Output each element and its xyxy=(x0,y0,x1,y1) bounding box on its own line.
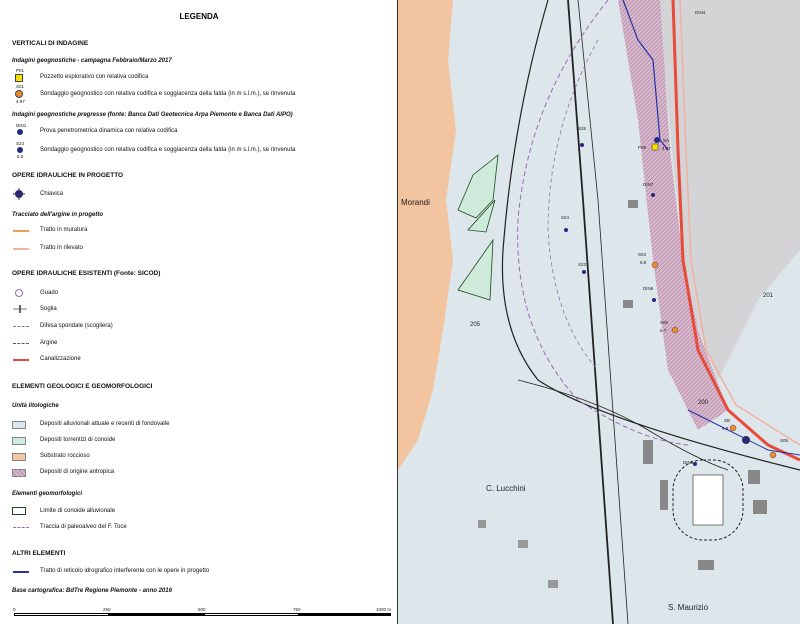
substrato-label: Substrato roccioso xyxy=(40,453,90,459)
point-din5 xyxy=(693,462,697,466)
section-indagini-pregresse: Indagini geognostiche pregresse (fonte: Banca Dati Geotecnica Arpa Piemonte e Banca Dati AIPO) xyxy=(12,112,293,118)
building xyxy=(753,500,767,514)
scale-seg-4 xyxy=(299,613,391,616)
reticolo-label: Tratto di reticolo idrografico interferente con le opere in progetto xyxy=(40,568,210,574)
point-s05 xyxy=(672,327,678,333)
label-morandi: Morandi xyxy=(401,198,430,207)
point-s23 xyxy=(582,270,586,274)
paleoalveo-symbol xyxy=(13,527,29,528)
label-lucchini: C. Lucchini xyxy=(486,484,526,493)
building xyxy=(748,470,760,484)
canalizzazione-label: Canalizzazione xyxy=(40,356,81,362)
difesa-label: Difesa spondale (scogliera) xyxy=(40,323,113,329)
legend-panel xyxy=(0,0,398,624)
point-s24 xyxy=(564,228,568,232)
legend-title: LEGENDA xyxy=(179,12,219,21)
label-din7: DIN7 xyxy=(643,182,654,187)
point-sa xyxy=(654,137,660,143)
chiavica-symbol xyxy=(13,188,25,200)
scale-seg-2 xyxy=(109,613,204,616)
scale-tick-500: 500 xyxy=(198,607,206,612)
label-maurizio: S. Maurizio xyxy=(668,603,709,612)
sondaggio-code: S01 xyxy=(16,84,25,89)
label-din4: DIN4 xyxy=(695,10,706,15)
limite-conoide-label: Limite di conoide alluvionale xyxy=(40,508,116,514)
muratura-symbol xyxy=(13,230,29,232)
section-elementi-geo: ELEMENTI GEOLOGICI E GEOMORFOLOGICI xyxy=(12,383,153,390)
label-s04-val: 6.8 xyxy=(640,260,647,265)
section-opere-esistenti: OPERE IDRAULICHE ESISTENTI (Fonte: SICOD) xyxy=(12,270,161,277)
point-s25 xyxy=(580,143,584,147)
section-tracciato: Tracciato dell'argine in progetto xyxy=(12,212,103,218)
scale-tick-0: 0 xyxy=(13,607,16,612)
limite-conoide-symbol xyxy=(12,507,26,515)
alluvial-label: Depositi alluvionali attuale e recenti di fondovalle xyxy=(40,421,170,427)
chiavica-point xyxy=(742,436,750,444)
point-s04 xyxy=(652,262,658,268)
scale-tick-1000: 1000 m xyxy=(376,607,392,612)
point-sb xyxy=(730,425,736,431)
point-din7 xyxy=(651,193,655,197)
label-sb-val: 6.8 xyxy=(722,426,729,431)
section-elementi-geomorf: Elementi geomorfologici xyxy=(12,491,83,497)
label-sa-val: 4.97 xyxy=(662,146,671,151)
sondaggio2-val: 5.5 xyxy=(17,154,24,159)
label-s06: S06 xyxy=(780,438,789,443)
sondaggio2-label: Sondaggio geognostico con relativa codifica e soggiacenza della falda (in m s.l.m.), se rinvenuta xyxy=(40,147,296,153)
sondaggio-symbol xyxy=(15,90,23,98)
prova-symbol xyxy=(17,129,23,135)
map-canvas xyxy=(398,0,800,624)
pozzetto-symbol xyxy=(15,74,23,82)
label-s05-val: 6.7 xyxy=(660,328,667,333)
label-sb: SB xyxy=(724,418,731,423)
section-altri: ALTRI ELEMENTI xyxy=(12,550,66,557)
antropica-label: Depositi di origine antropica xyxy=(40,469,115,475)
label-h201: 201 xyxy=(763,293,774,299)
point-s06 xyxy=(770,452,776,458)
label-s24: S24 xyxy=(561,215,570,220)
antropica-swatch xyxy=(12,469,26,477)
substrato-swatch xyxy=(12,453,26,461)
scale-seg-1 xyxy=(14,613,109,616)
map-panel[interactable] xyxy=(398,0,800,624)
guado-label: Guado xyxy=(40,290,59,296)
label-din5: DIN5 xyxy=(683,460,694,465)
building xyxy=(660,480,668,510)
building xyxy=(628,200,638,208)
building xyxy=(643,440,653,464)
pozzetto-code: P01 xyxy=(16,68,25,73)
section-verticali: VERTICALI DI INDAGINE xyxy=(12,40,89,47)
canalizzazione-symbol xyxy=(13,359,29,361)
alluvial-swatch xyxy=(12,421,26,429)
label-din6: DIN6 xyxy=(643,286,654,291)
soglia-symbol xyxy=(13,305,27,313)
label-s05: S05 xyxy=(660,320,669,325)
guado-symbol xyxy=(15,289,23,297)
label-p09: P09 xyxy=(638,145,647,150)
section-opere-progetto: OPERE IDRAULICHE IN PROGETTO xyxy=(12,172,124,179)
label-h200: 200 xyxy=(698,400,709,406)
reticolo-symbol xyxy=(13,571,29,573)
label-s04: S04 xyxy=(638,252,647,257)
stadium-field xyxy=(693,475,723,525)
argine-symbol xyxy=(13,343,29,344)
argine-label: Argine xyxy=(40,340,58,346)
pozzetto-label: Pozzetto esplorativo con relativa codifica xyxy=(40,74,149,80)
rilevato-label: Tratto in rilevato xyxy=(40,245,83,251)
label-s25: S25 xyxy=(578,126,587,131)
rilevato-symbol xyxy=(13,248,29,250)
sondaggio2-symbol xyxy=(17,147,23,153)
point-p09 xyxy=(652,144,658,150)
paleoalveo-label: Traccia di paleoalveo del F. Toce xyxy=(40,524,127,530)
building xyxy=(698,560,714,570)
conoide-label: Depositi torrentizi di conoide xyxy=(40,437,116,443)
base-cartografica: Base cartografica: BdTre Regione Piemonte - anno 2016 xyxy=(12,588,172,594)
difesa-symbol xyxy=(13,326,29,327)
prova-code: DIN1 xyxy=(16,123,27,128)
label-sa: SA xyxy=(663,138,670,143)
section-unita: Unità litologiche xyxy=(12,403,59,409)
section-indagini-2017: Indagini geognostiche - campagna Febbraio/Marzo 2017 xyxy=(12,58,172,64)
conoide-swatch xyxy=(12,437,26,445)
building xyxy=(518,540,528,548)
sondaggio-val: 4.97 xyxy=(16,99,25,104)
soglia-label: Soglia xyxy=(40,306,57,312)
label-s23: S23 xyxy=(578,262,587,267)
building xyxy=(478,520,486,528)
scale-seg-3 xyxy=(204,613,299,616)
point-din6 xyxy=(652,298,656,302)
building xyxy=(548,580,558,588)
muratura-label: Tratto in muratura xyxy=(40,227,88,233)
sondaggio2-code: S23 xyxy=(16,141,25,146)
prova-label: Prova penetrometrica dinamica con relativa codifica xyxy=(40,128,178,134)
building xyxy=(623,300,633,308)
sondaggio-label: Sondaggio geognostico con relativa codifica e soggiacenza della falda (in m s.l.m.), se rinvenuta xyxy=(40,91,296,97)
scale-tick-750: 750 xyxy=(293,607,301,612)
chiavica-label: Chiavica xyxy=(40,191,64,197)
label-h205: 205 xyxy=(470,322,481,328)
scale-tick-250: 250 xyxy=(103,607,111,612)
